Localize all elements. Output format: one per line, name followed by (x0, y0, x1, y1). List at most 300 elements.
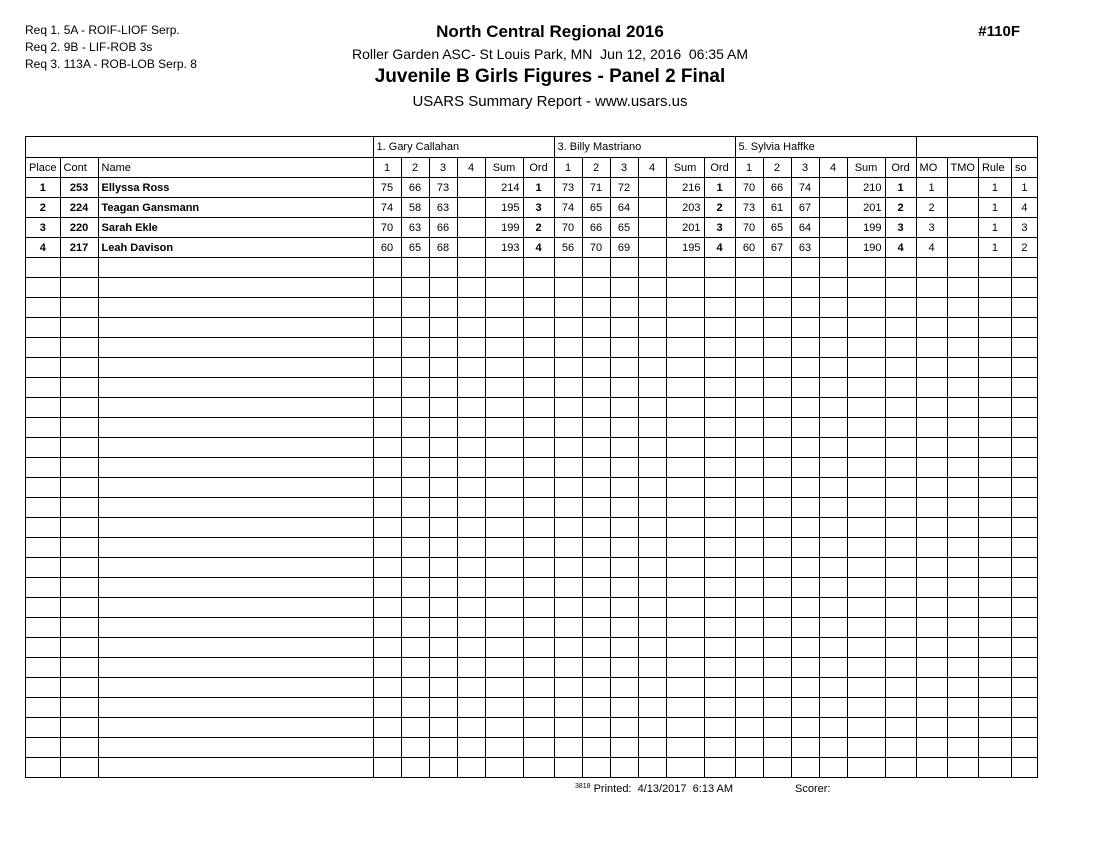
judge1-score-cell (457, 638, 485, 658)
judge2-ord-cell (704, 638, 735, 658)
so-cell (1011, 638, 1037, 658)
judge1-ord-cell (523, 358, 554, 378)
name-cell: Ellyssa Ross (98, 178, 373, 198)
judge3-score-cell (735, 258, 763, 278)
judge1-score-cell (429, 318, 457, 338)
judge1-score-cell (457, 738, 485, 758)
judge2-score-cell (638, 398, 666, 418)
empty-row (26, 538, 1038, 558)
judge2-score-cell (610, 518, 638, 538)
mo-cell (916, 478, 947, 498)
judge-name-3: 5. Sylvia Haffke (735, 137, 916, 158)
judge2-score-cell (638, 318, 666, 338)
empty-row (26, 358, 1038, 378)
cont-cell (60, 578, 98, 598)
so-cell (1011, 298, 1037, 318)
judge3-ord-cell (885, 738, 916, 758)
judge3-score-cell (763, 338, 791, 358)
judge2-score-cell (638, 518, 666, 538)
judge3-score-cell (763, 718, 791, 738)
judge2-ord-cell (704, 438, 735, 458)
judge2-sum-cell (666, 758, 704, 778)
judge3-score-cell (819, 418, 847, 438)
judge1-score-cell (429, 478, 457, 498)
name-cell (98, 578, 373, 598)
name-cell (98, 418, 373, 438)
judge3-score-cell (763, 518, 791, 538)
judge2-score-cell (582, 738, 610, 758)
tmo-cell (947, 678, 978, 698)
results-tbody (26, 178, 1038, 778)
judge1-score-cell (373, 498, 401, 518)
judge2-ord-cell (704, 538, 735, 558)
rule-cell (978, 658, 1011, 678)
judge2-score-cell (610, 618, 638, 638)
judge2-score-cell (638, 198, 666, 218)
judge1-sum-cell (485, 758, 523, 778)
name-cell: Sarah Ekle (98, 218, 373, 238)
judge3-score-cell (735, 558, 763, 578)
judge3-score-cell (791, 738, 819, 758)
judge3-score-cell (735, 378, 763, 398)
judge1-score-cell (429, 458, 457, 478)
mo-cell (916, 718, 947, 738)
requirement-line-3: Req 3. 113A - ROB-LOB Serp. 8 (25, 57, 197, 71)
judge3-ord-cell (885, 358, 916, 378)
judge1-score-cell (401, 618, 429, 638)
judge2-sum-cell (666, 638, 704, 658)
judge3-ord-cell (885, 378, 916, 398)
judge-row-right-spacer (916, 137, 1037, 158)
results-table (25, 136, 1038, 778)
judge1-ord-cell (523, 718, 554, 738)
mo-cell (916, 618, 947, 638)
judge1-score-cell (401, 438, 429, 458)
judge3-sum-cell: 199 (847, 218, 885, 238)
judge3-score-cell: 66 (763, 178, 791, 198)
col-header-j2-sum: Sum (666, 158, 704, 178)
requirement-line-1: Req 1. 5A - ROIF-LIOF Serp. (25, 23, 180, 37)
tmo-cell (947, 718, 978, 738)
judge3-ord-cell (885, 418, 916, 438)
judge1-score-cell (457, 238, 485, 258)
judge2-score-cell (638, 238, 666, 258)
judge1-score-cell (457, 598, 485, 618)
judge2-score-cell (582, 678, 610, 698)
col-header-j2-score1: 1 (554, 158, 582, 178)
rule-cell (978, 718, 1011, 738)
judge2-ord-cell (704, 738, 735, 758)
rule-cell (978, 558, 1011, 578)
mo-cell (916, 558, 947, 578)
judge3-score-cell (763, 478, 791, 498)
judge1-score-cell (373, 738, 401, 758)
judge3-ord-cell (885, 338, 916, 358)
empty-row (26, 478, 1038, 498)
judge2-ord-cell (704, 378, 735, 398)
judge1-score-cell: 74 (373, 198, 401, 218)
judge1-score-cell (429, 618, 457, 638)
judge2-score-cell (638, 178, 666, 198)
judge2-score-cell (638, 738, 666, 758)
judge1-sum-cell (485, 438, 523, 458)
judge1-score-cell (373, 638, 401, 658)
empty-row (26, 758, 1038, 778)
rule-cell (978, 618, 1011, 638)
judge2-sum-cell: 203 (666, 198, 704, 218)
judge2-sum-cell (666, 518, 704, 538)
judge2-ord-cell (704, 658, 735, 678)
judge2-score-cell (610, 758, 638, 778)
judge1-score-cell (373, 278, 401, 298)
judge3-score-cell (791, 318, 819, 338)
judge1-sum-cell (485, 518, 523, 538)
col-header-mo: MO (916, 158, 947, 178)
judge1-score-cell (373, 658, 401, 678)
col-header-j2-ord: Ord (704, 158, 735, 178)
judge-row-left-spacer (26, 137, 374, 158)
judge2-score-cell (610, 398, 638, 418)
judge2-sum-cell (666, 558, 704, 578)
rule-cell (978, 478, 1011, 498)
rule-cell (978, 518, 1011, 538)
judge2-ord-cell (704, 358, 735, 378)
judge2-score-cell (582, 498, 610, 518)
mo-cell (916, 538, 947, 558)
so-cell (1011, 498, 1037, 518)
judge2-score-cell (582, 698, 610, 718)
judge1-score-cell (373, 698, 401, 718)
judge2-ord-cell (704, 418, 735, 438)
rule-cell (978, 598, 1011, 618)
judge1-score-cell (401, 578, 429, 598)
judge1-ord-cell (523, 498, 554, 518)
judge1-score-cell (457, 438, 485, 458)
judge3-score-cell (763, 578, 791, 598)
tmo-cell (947, 418, 978, 438)
so-cell (1011, 678, 1037, 698)
judge3-score-cell (735, 518, 763, 538)
judge1-sum-cell (485, 498, 523, 518)
judge2-sum-cell (666, 678, 704, 698)
judge3-ord-cell (885, 258, 916, 278)
mo-cell (916, 278, 947, 298)
judge2-score-cell (554, 758, 582, 778)
judge1-score-cell (373, 718, 401, 738)
place-cell (26, 618, 61, 638)
tmo-cell (947, 598, 978, 618)
judge3-ord-cell (885, 498, 916, 518)
tmo-cell (947, 338, 978, 358)
judge2-sum-cell (666, 338, 704, 358)
judge1-score-cell (373, 598, 401, 618)
judge1-sum-cell: 195 (485, 198, 523, 218)
tmo-cell (947, 538, 978, 558)
judge1-score-cell (457, 458, 485, 478)
judge1-score-cell (429, 278, 457, 298)
judge1-score-cell (457, 318, 485, 338)
tmo-cell (947, 358, 978, 378)
place-cell: 4 (26, 238, 61, 258)
rule-cell (978, 338, 1011, 358)
judge1-score-cell: 60 (373, 238, 401, 258)
judge2-score-cell (582, 538, 610, 558)
judge3-score-cell (763, 358, 791, 378)
judge1-sum-cell (485, 358, 523, 378)
judge3-score-cell (763, 438, 791, 458)
judge1-score-cell (401, 698, 429, 718)
judge3-score-cell (735, 478, 763, 498)
empty-row (26, 498, 1038, 518)
judge1-ord-cell (523, 298, 554, 318)
judge3-score-cell (791, 758, 819, 778)
judge1-score-cell: 66 (429, 218, 457, 238)
judge3-score-cell (735, 578, 763, 598)
cont-cell (60, 398, 98, 418)
judge1-score-cell (457, 278, 485, 298)
judge2-score-cell (638, 578, 666, 598)
judge2-score-cell (554, 478, 582, 498)
judge1-score-cell (429, 438, 457, 458)
judge3-sum-cell: 201 (847, 198, 885, 218)
judge1-score-cell (457, 518, 485, 538)
judge3-score-cell (791, 458, 819, 478)
name-cell (98, 438, 373, 458)
judge1-score-cell (457, 398, 485, 418)
judge2-score-cell (554, 498, 582, 518)
judge1-sum-cell (485, 418, 523, 438)
so-cell (1011, 538, 1037, 558)
table-row (26, 178, 1038, 198)
judge2-score-cell (610, 498, 638, 518)
judge3-score-cell (819, 518, 847, 538)
judge3-score-cell (735, 638, 763, 658)
judge2-ord-cell (704, 718, 735, 738)
judge3-score-cell (735, 678, 763, 698)
col-header-j3-score2: 2 (763, 158, 791, 178)
cont-cell (60, 458, 98, 478)
table-row (26, 198, 1038, 218)
judge3-score-cell (819, 538, 847, 558)
judge1-score-cell (401, 498, 429, 518)
cont-cell (60, 698, 98, 718)
judge3-score-cell (763, 318, 791, 338)
judge1-ord-cell (523, 738, 554, 758)
judge2-score-cell (554, 258, 582, 278)
judge3-score-cell (763, 278, 791, 298)
judge1-score-cell (401, 678, 429, 698)
judge3-score-cell (791, 338, 819, 358)
judge2-ord-cell (704, 558, 735, 578)
judge3-sum-cell (847, 658, 885, 678)
col-header-place: Place (26, 158, 61, 178)
mo-cell (916, 678, 947, 698)
rule-cell (978, 278, 1011, 298)
so-cell (1011, 278, 1037, 298)
judge3-score-cell (763, 538, 791, 558)
judge2-score-cell: 74 (554, 198, 582, 218)
rule-cell (978, 638, 1011, 658)
judge1-sum-cell (485, 278, 523, 298)
cont-cell (60, 278, 98, 298)
judge2-score-cell (582, 638, 610, 658)
judge2-ord-cell (704, 678, 735, 698)
name-cell (98, 538, 373, 558)
judge3-score-cell (791, 258, 819, 278)
name-cell: Teagan Gansmann (98, 198, 373, 218)
tmo-cell (947, 318, 978, 338)
judge1-sum-cell (485, 478, 523, 498)
judge3-ord-cell (885, 278, 916, 298)
judge1-score-cell (457, 538, 485, 558)
judge2-score-cell (554, 518, 582, 538)
judge1-score-cell (401, 658, 429, 678)
judge3-ord-cell (885, 518, 916, 538)
judge3-score-cell (735, 458, 763, 478)
judge1-ord-cell (523, 698, 554, 718)
judge3-score-cell (735, 278, 763, 298)
judge1-score-cell (457, 678, 485, 698)
tmo-cell (947, 218, 978, 238)
so-cell (1011, 518, 1037, 538)
col-header-j1-ord: Ord (523, 158, 554, 178)
empty-row (26, 378, 1038, 398)
judge1-score-cell (457, 218, 485, 238)
judge3-score-cell (735, 618, 763, 638)
judge1-ord-cell (523, 398, 554, 418)
report-type-line: USARS Summary Report - www.usars.us (412, 93, 688, 110)
name-cell (98, 258, 373, 278)
judge3-score-cell (819, 338, 847, 358)
judge3-sum-cell (847, 358, 885, 378)
col-header-j2-score2: 2 (582, 158, 610, 178)
judge1-score-cell (401, 398, 429, 418)
judge2-score-cell (582, 318, 610, 338)
judge3-ord-cell (885, 538, 916, 558)
judge3-score-cell (763, 498, 791, 518)
rule-cell (978, 298, 1011, 318)
judge2-score-cell (610, 698, 638, 718)
judge2-score-cell (582, 438, 610, 458)
judge1-score-cell (401, 318, 429, 338)
judge3-sum-cell (847, 398, 885, 418)
judge1-score-cell (401, 758, 429, 778)
name-cell (98, 458, 373, 478)
judge2-score-cell: 69 (610, 238, 638, 258)
tmo-cell (947, 198, 978, 218)
printed-line: Printed: 4/13/2017 6:13 AM (593, 783, 734, 795)
judge3-score-cell (763, 678, 791, 698)
judge2-score-cell (610, 578, 638, 598)
judge1-ord-cell (523, 558, 554, 578)
judge3-score-cell: 70 (735, 178, 763, 198)
cont-cell (60, 678, 98, 698)
col-header-j1-score3: 3 (429, 158, 457, 178)
judge1-ord-cell: 4 (523, 238, 554, 258)
judge2-ord-cell (704, 298, 735, 318)
judge1-score-cell (401, 598, 429, 618)
judge2-score-cell: 70 (554, 218, 582, 238)
judge1-sum-cell (485, 318, 523, 338)
judge2-score-cell (582, 518, 610, 538)
cont-cell (60, 478, 98, 498)
judge3-ord-cell (885, 398, 916, 418)
judge3-score-cell (819, 238, 847, 258)
judge1-score-cell (457, 558, 485, 578)
judge2-score-cell (638, 498, 666, 518)
report-footer (575, 783, 830, 795)
judge1-score-cell (401, 418, 429, 438)
judge2-score-cell (610, 438, 638, 458)
judge2-score-cell (638, 558, 666, 578)
judge2-score-cell (610, 458, 638, 478)
judge3-score-cell (819, 318, 847, 338)
judge2-score-cell (638, 298, 666, 318)
empty-row (26, 658, 1038, 678)
mo-cell (916, 498, 947, 518)
judge3-score-cell (819, 738, 847, 758)
judge2-ord-cell: 4 (704, 238, 735, 258)
judge2-sum-cell (666, 738, 704, 758)
rule-cell: 1 (978, 218, 1011, 238)
so-cell (1011, 758, 1037, 778)
place-cell (26, 638, 61, 658)
judge2-ord-cell (704, 618, 735, 638)
judge3-sum-cell (847, 458, 885, 478)
cont-cell: 253 (60, 178, 98, 198)
judge3-ord-cell (885, 458, 916, 478)
judge1-ord-cell (523, 618, 554, 638)
judge2-score-cell (554, 538, 582, 558)
judge3-score-cell (763, 558, 791, 578)
judge2-sum-cell (666, 298, 704, 318)
judge3-score-cell: 61 (763, 198, 791, 218)
place-cell (26, 538, 61, 558)
judge2-score-cell (554, 458, 582, 478)
judge3-score-cell (735, 498, 763, 518)
judge3-score-cell (819, 178, 847, 198)
judge2-score-cell (582, 598, 610, 618)
requirement-line-2: Req 2. 9B - LIF-ROB 3s (25, 40, 153, 54)
name-cell (98, 658, 373, 678)
judge2-score-cell (638, 478, 666, 498)
judge2-score-cell: 64 (610, 198, 638, 218)
judge1-score-cell (401, 538, 429, 558)
judge1-score-cell (457, 498, 485, 518)
judge2-score-cell (610, 258, 638, 278)
judge2-sum-cell (666, 378, 704, 398)
judge1-score-cell (401, 298, 429, 318)
cont-cell (60, 558, 98, 578)
mo-cell (916, 758, 947, 778)
empty-row (26, 258, 1038, 278)
judge2-score-cell (554, 698, 582, 718)
judge3-sum-cell (847, 378, 885, 398)
judge2-sum-cell (666, 258, 704, 278)
judge3-score-cell (819, 498, 847, 518)
rule-cell (978, 578, 1011, 598)
judge1-score-cell (429, 558, 457, 578)
judge2-score-cell (554, 358, 582, 378)
col-header-j1-score1: 1 (373, 158, 401, 178)
so-cell (1011, 698, 1037, 718)
empty-row (26, 518, 1038, 538)
judge3-score-cell (735, 358, 763, 378)
judge3-score-cell (735, 398, 763, 418)
judge3-score-cell (791, 638, 819, 658)
mo-cell: 2 (916, 198, 947, 218)
judge1-score-cell (373, 378, 401, 398)
